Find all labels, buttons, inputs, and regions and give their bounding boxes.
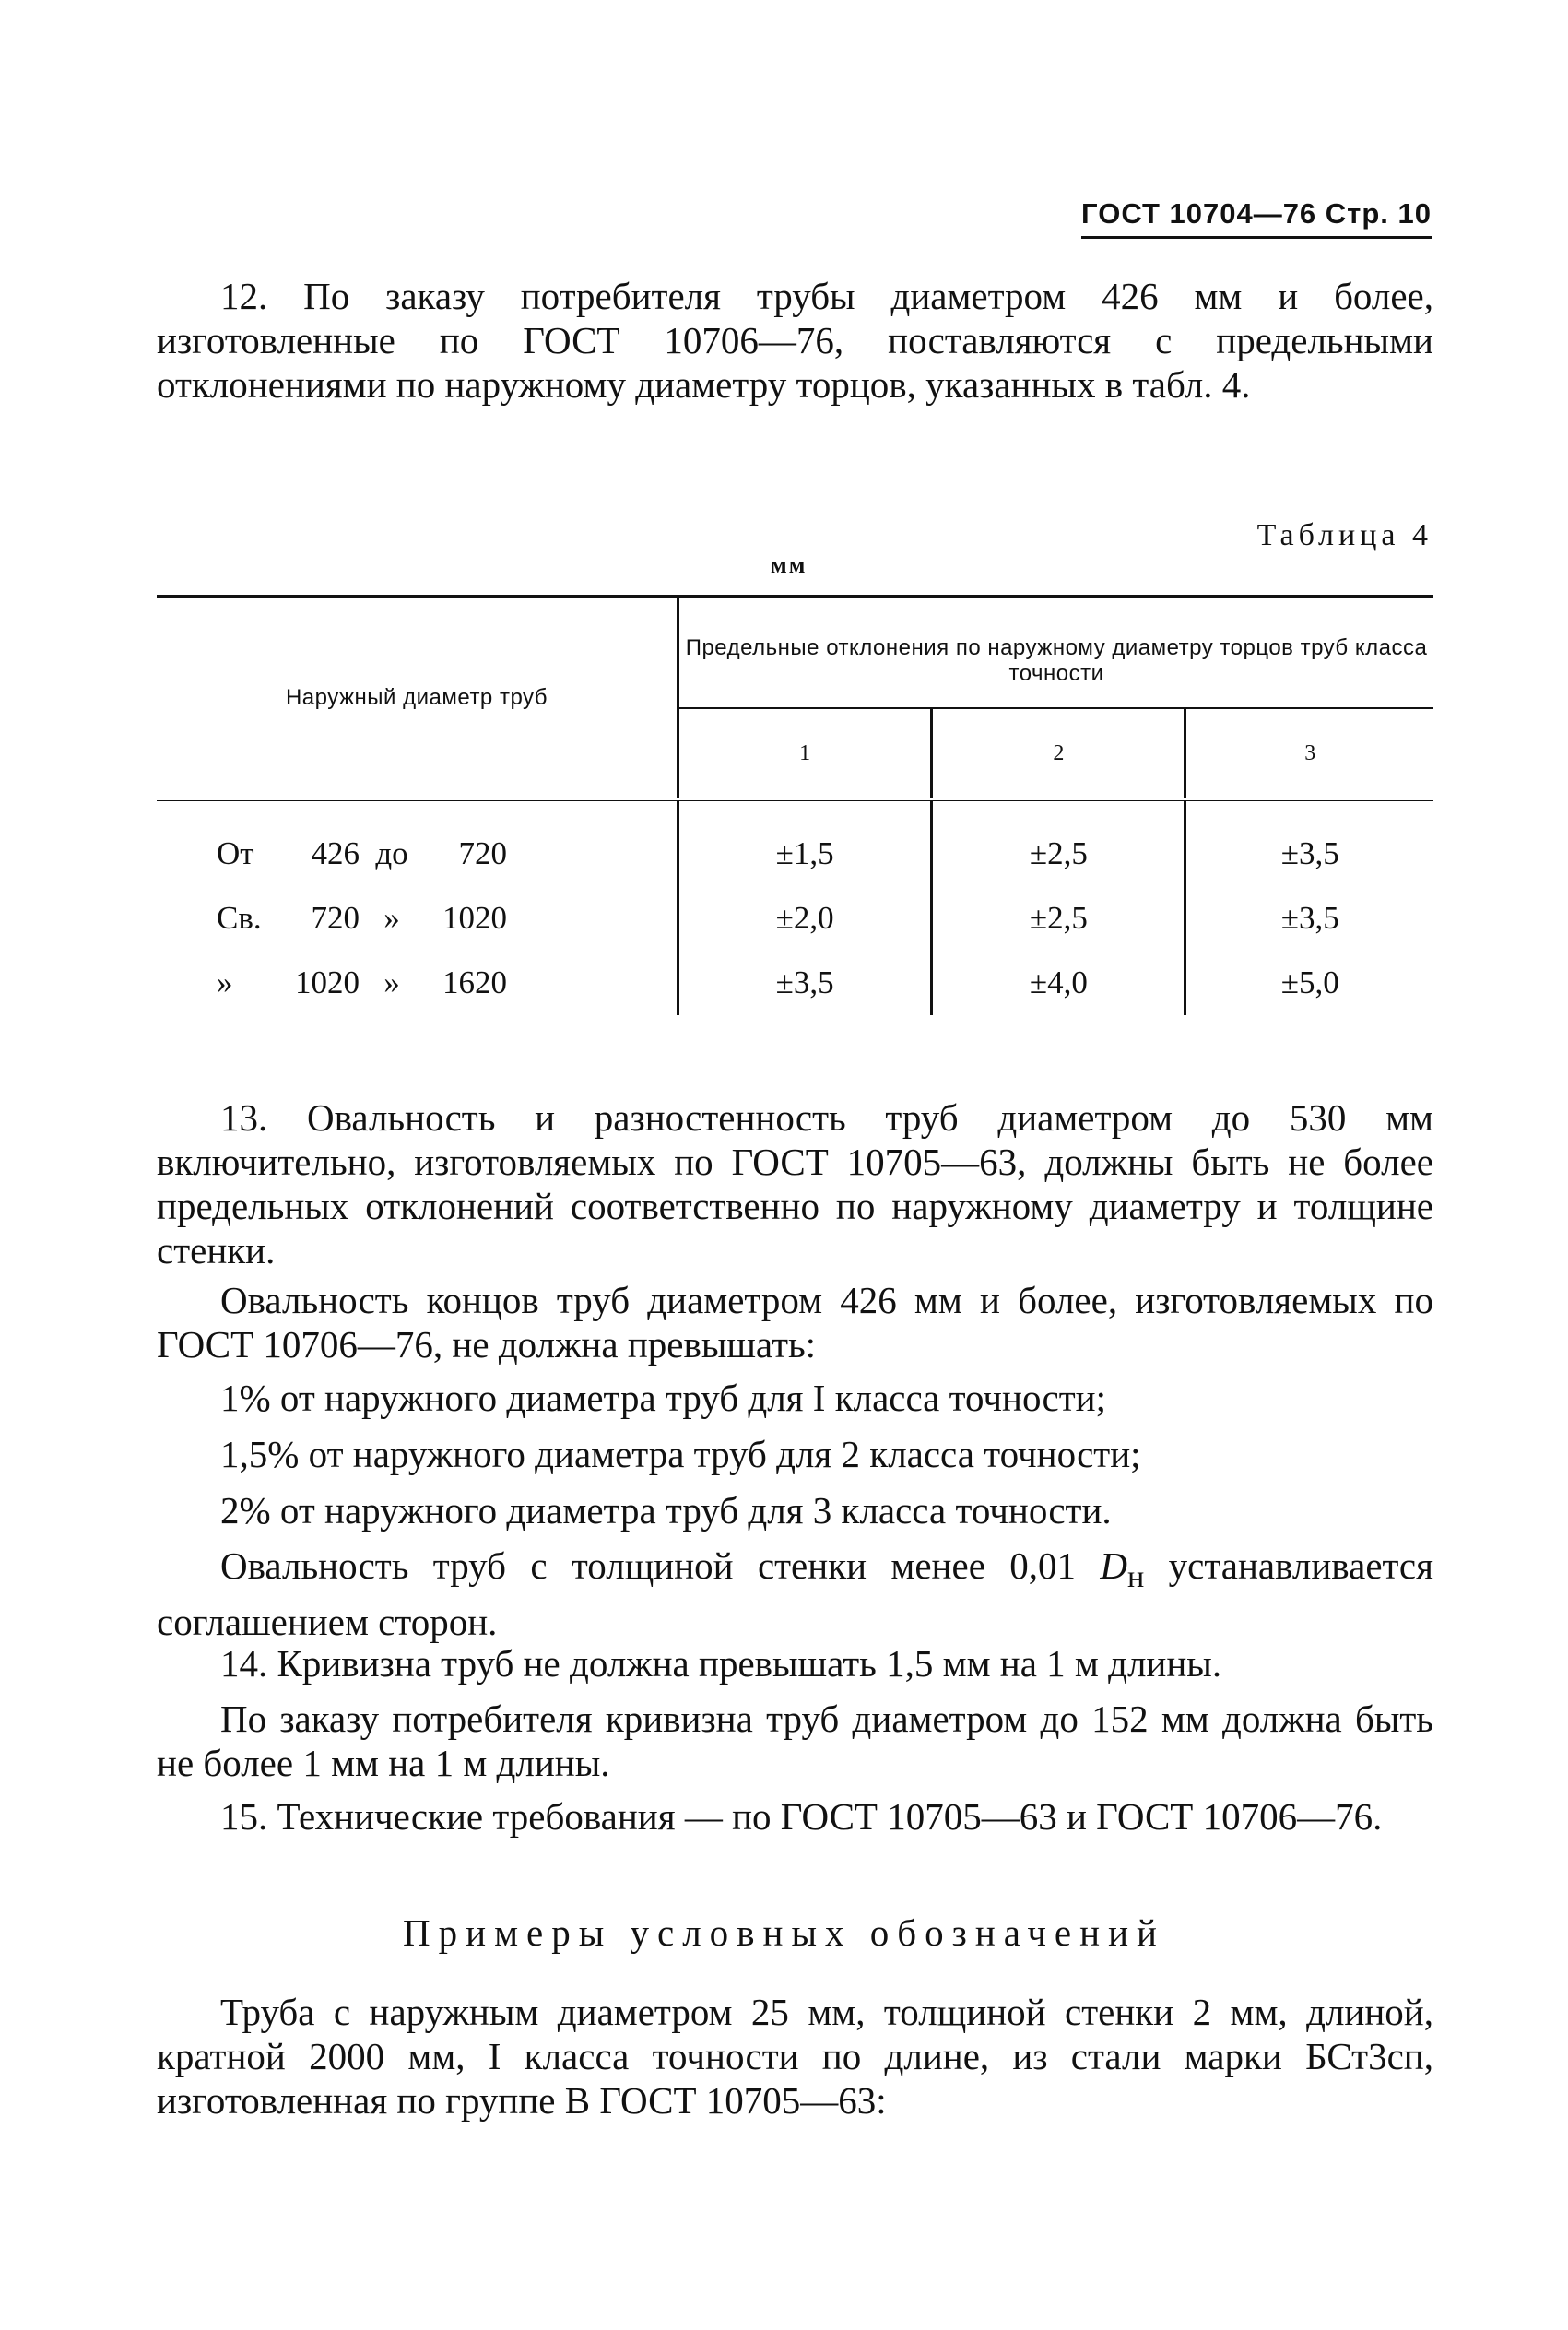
diameter-range-cell <box>157 951 678 1015</box>
header-outer-diameter: Наружный диаметр труб <box>157 597 678 799</box>
table-row <box>157 951 1433 1015</box>
deviation-class-3: ±5,0 <box>1185 951 1433 1015</box>
range-to: 1020 <box>442 900 507 936</box>
range-from: 426 <box>311 835 360 871</box>
diameter-range-cell <box>157 799 678 886</box>
table-caption: Таблица 4 <box>1256 518 1432 552</box>
deviation-class-2: ±2,5 <box>932 886 1185 951</box>
deviation-class-3: ±3,5 <box>1185 799 1433 886</box>
range-prefix: Св. <box>217 900 262 936</box>
table-row <box>157 886 1433 951</box>
range-separator: » <box>383 900 400 936</box>
deviation-class-1: ±1,5 <box>678 799 932 886</box>
paragraph-14: 14. Кривизна труб не должна превышать 1,5 мм на 1 м длины. <box>220 1642 1222 1685</box>
paragraph-13-ovality-ends: Овальность концов труб диаметром 426 мм и более, изготовляемых по ГОСТ 10706—76, не должна превышать: <box>157 1279 1433 1366</box>
symbol-d: D <box>1100 1544 1127 1587</box>
range-prefix: » <box>217 964 233 1000</box>
header-class-1: 1 <box>678 708 932 799</box>
range-separator: » <box>383 964 400 1000</box>
deviation-class-2: ±2,5 <box>932 799 1185 886</box>
ovality-class-2: 1,5% от наружного диаметра труб для 2 класса точности; <box>220 1433 1141 1475</box>
range-to: 1620 <box>442 964 507 1000</box>
range-from: 1020 <box>295 964 360 1000</box>
deviation-class-1: ±2,0 <box>678 886 932 951</box>
deviation-class-3: ±3,5 <box>1185 886 1433 951</box>
paragraph-15: 15. Технические требования — по ГОСТ 10705—63 и ГОСТ 10706—76. <box>220 1795 1383 1838</box>
page-header: ГОСТ 10704—76 Стр. 10 <box>1081 197 1432 239</box>
section-title: Примеры условных обозначений <box>403 1911 1165 1954</box>
header-class-3: 3 <box>1185 708 1433 799</box>
table-4 <box>157 595 1433 1015</box>
range-from: 720 <box>311 900 360 936</box>
table-units: мм <box>771 551 808 578</box>
symbol-subscript-n: н <box>1126 1560 1145 1595</box>
paragraph-13: 13. Овальность и разностенность труб диаметром до 530 мм включительно, изготовляемых по ГОСТ 10705—63, должны быть не более предельных отклонений соответственно по наружному диаметру и толщине стенки. <box>157 1096 1433 1271</box>
paragraph-12: 12. По заказу потребителя трубы диаметром 426 мм и более, изготовленные по ГОСТ 10706—76, поставляются с предельными отклонениями по наружному диаметру торцов, указанных в табл. 4. <box>157 275 1433 406</box>
deviation-class-2: ±4,0 <box>932 951 1185 1015</box>
deviation-class-1: ±3,5 <box>678 951 932 1015</box>
header-deviation-span: Предельные отклонения по наружному диаметру торцов труб класса точности <box>678 597 1434 708</box>
ovality-class-3: 2% от наружного диаметра труб для 3 класса точности. <box>220 1489 1112 1532</box>
thin-wall-text-end: устанавливается соглашением сторон. <box>157 1544 1433 1644</box>
diameter-range-cell <box>157 886 678 951</box>
range-separator: до <box>375 835 408 871</box>
header-class-2: 2 <box>932 708 1185 799</box>
ovality-class-1: 1% от наружного диаметра труб для I класса точности; <box>220 1377 1106 1419</box>
paragraph-14-curvature: По заказу потребителя кривизна труб диаметром до 152 мм должна быть не более 1 мм на 1 м длины. <box>157 1697 1433 1784</box>
range-prefix: От <box>217 835 254 871</box>
paragraph-13-thin-wall <box>157 1543 1433 1644</box>
range-to: 720 <box>458 835 507 871</box>
thin-wall-text-start: Овальность труб с толщиной стенки менее 0,01 <box>220 1544 1101 1587</box>
table-row <box>157 799 1433 886</box>
example-paragraph: Труба с наружным диаметром 25 мм, толщиной стенки 2 мм, длиной, кратной 2000 мм, I класса точности по длине, из стали марки БСт3сп, изготовленная по группе В ГОСТ 10705—63: <box>157 1991 1433 2122</box>
